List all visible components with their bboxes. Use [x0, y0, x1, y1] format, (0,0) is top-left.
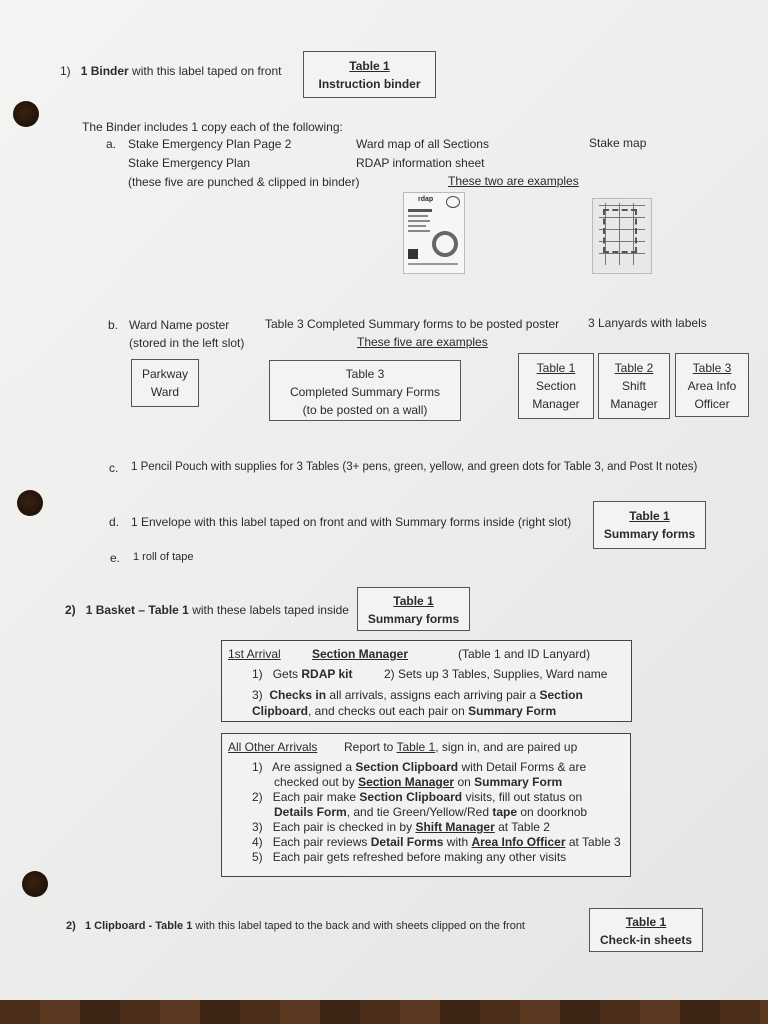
rdap-sheet-thumbnail [403, 192, 465, 274]
first-arrival-heading-row [228, 647, 281, 661]
step-bold: RDAP kit [301, 667, 353, 681]
step-text: checked out by [274, 775, 355, 789]
item-b-col1-line2: (stored in the left slot) [129, 336, 245, 350]
other-step4 [252, 835, 621, 849]
step-text: with Detail Forms & are [461, 760, 587, 774]
lanyard-section-manager [518, 353, 594, 419]
label-basket-summary-forms [357, 587, 470, 631]
first-arrival-role: Section Manager [312, 647, 409, 661]
lanyard-line1: Table 3 [692, 361, 732, 375]
step-number: 3) [252, 820, 263, 834]
item3-desc: with this label taped to the back and with sheets clipped on the front [195, 920, 525, 932]
item-b-col1-line1: Ward Name poster [129, 318, 230, 332]
item-a-letter: a. [106, 137, 117, 151]
label-line2: Instruction binder [318, 77, 421, 91]
item-b-col3: 3 Lanyards with labels [588, 316, 707, 330]
first-arrival-step1 [252, 667, 353, 681]
item-a-col3: Stake map [589, 136, 647, 150]
step-bold: Details Form [274, 805, 347, 819]
item1-number: 1) [60, 64, 71, 78]
item3-title: 1 Clipboard - Table 1 [84, 920, 193, 932]
item2-desc: with these labels taped inside [192, 603, 349, 617]
punch-hole-middle [17, 490, 43, 516]
label-line2: Check-in sheets [599, 933, 693, 947]
step-text: Are assigned a [272, 760, 353, 774]
step-bold: Section Clipboard [359, 790, 463, 804]
item-a-col1-line3: (these five are punched & clipped in binder) [128, 175, 360, 189]
other-arrivals-heading: All Other Arrivals [228, 740, 318, 754]
step-text: on [457, 775, 471, 789]
lanyard-line3: Officer [694, 397, 730, 411]
label-line2: Ward [150, 385, 180, 399]
lanyard-line2: Section [535, 379, 577, 393]
item-e-text: 1 roll of tape [133, 551, 194, 563]
label-ward-name [131, 359, 199, 407]
step-text: Each pair make [272, 790, 357, 804]
item-d-text: 1 Envelope with this label taped on front and with Summary forms inside (right slot) [131, 515, 572, 529]
step-number: 5) [252, 850, 263, 864]
step-number: 1) [252, 667, 263, 681]
step-bold: Section Manager [358, 775, 455, 789]
label-line1: Parkway [141, 367, 188, 381]
first-arrival-step3 [252, 687, 583, 719]
item3-heading [66, 920, 525, 932]
label-completed-summary-forms [269, 360, 461, 421]
step-bold: Checks in [269, 688, 327, 702]
item2-number: 2) [65, 603, 76, 617]
step-text: on doorknob [520, 805, 588, 819]
step-text: at Table 2 [498, 820, 550, 834]
item1-desc: with this label taped on front [132, 64, 282, 78]
step-bold: tape [492, 805, 518, 819]
step-number: 2) [252, 790, 263, 804]
intro-text: Report to [344, 740, 394, 754]
step-bold: Section [539, 688, 583, 702]
item-b-letter: b. [108, 318, 119, 332]
other-arrivals-box [221, 733, 631, 877]
step-number: 1) [252, 760, 263, 774]
map-boundary-icon [603, 209, 637, 253]
lanyard-line3: Manager [610, 397, 658, 411]
item-c-letter: c. [109, 461, 119, 475]
step-bold: Clipboard [252, 704, 308, 718]
other-step1 [252, 760, 586, 790]
lanyard-line2: Shift [621, 379, 646, 393]
other-step3 [252, 820, 550, 834]
step-text: at Table 3 [568, 835, 621, 849]
item2-title: 1 Basket – Table 1 [85, 603, 189, 617]
item-a-examples-note: These two are examples [448, 174, 579, 188]
other-arrivals-intro [344, 740, 577, 754]
first-arrival-box [221, 640, 632, 722]
step-bold: Summary Form [474, 775, 563, 789]
step-bold: Shift Manager [415, 820, 495, 834]
rdap-cycle-icon [432, 231, 458, 257]
step-text: all arrivals, assigns each arriving pair a [329, 688, 537, 702]
item-a-col1-line1: Stake Emergency Plan Page 2 [128, 137, 292, 151]
step-bold: Detail Forms [370, 835, 444, 849]
other-step2 [252, 790, 587, 820]
step-text: with [446, 835, 469, 849]
item-d-letter: d. [109, 515, 120, 529]
step-text: Gets [272, 667, 299, 681]
item1-heading [60, 64, 281, 78]
item-c-text: 1 Pencil Pouch with supplies for 3 Tables (3+ pens, green, yellow, and green dots for Table 3, and Post It notes) [131, 461, 698, 473]
lanyard-line3: Manager [532, 397, 580, 411]
first-arrival-heading: 1st Arrival [228, 647, 281, 661]
step-text: Each pair is checked in by [272, 820, 413, 834]
label-line1: Table 1 [625, 915, 667, 929]
step-text: Each pair reviews [272, 835, 368, 849]
first-arrival-step2: 2) Sets up 3 Tables, Supplies, Ward name [384, 667, 608, 681]
label-line2: Summary forms [603, 527, 696, 541]
step-text: , and checks out each pair on [308, 704, 465, 718]
item-b-examples-note: These five are examples [357, 335, 488, 349]
label-line1: Table 1 [629, 509, 670, 523]
punch-hole-top [13, 101, 39, 127]
intro-text: , sign in, and are paired up [435, 740, 578, 754]
step-text: Each pair gets refreshed before making any other visits [272, 850, 567, 864]
item-e-letter: e. [110, 551, 121, 565]
rdap-logo-text: rdap [418, 196, 434, 203]
step-bold: Summary Form [468, 704, 557, 718]
lanyard-area-info-officer [675, 353, 749, 417]
step-text: visits, fill out status on [465, 790, 583, 804]
stake-map-thumbnail [592, 198, 652, 274]
wood-table-surface [0, 1000, 768, 1024]
label-clipboard-checkin-sheets [589, 908, 703, 952]
item-b-col2: Table 3 Completed Summary forms to be posted poster [265, 317, 560, 331]
step-bold: Section Clipboard [355, 760, 459, 774]
label-instruction-binder [303, 51, 436, 98]
other-step5 [252, 850, 566, 864]
label-line2: Summary forms [367, 612, 460, 626]
item-a-col2-line2: RDAP information sheet [356, 156, 485, 170]
lanyard-line2: Area Info [687, 379, 737, 393]
first-arrival-role-note: (Table 1 and ID Lanyard) [458, 647, 591, 661]
item1-title: 1 Binder [80, 64, 129, 78]
lanyard-line1: Table 2 [614, 361, 654, 375]
binder-intro: The Binder includes 1 copy each of the following: [82, 120, 343, 134]
step-text: , and tie Green/Yellow/Red [346, 805, 489, 819]
item-a-col1-line2: Stake Emergency Plan [128, 156, 251, 170]
label-line1: Table 1 [349, 59, 390, 73]
step-bold: Area Info Officer [471, 835, 566, 849]
label-envelope-summary-forms [593, 501, 706, 549]
rdap-badge-icon [446, 196, 460, 208]
step-number: 3) [252, 688, 263, 702]
item3-number: 2) [66, 920, 76, 932]
label-line1: Table 3 [345, 367, 385, 381]
step-number: 4) [252, 835, 263, 849]
item-a-col2-line1: Ward map of all Sections [356, 137, 489, 151]
item2-heading [65, 603, 349, 617]
intro-table-ref: Table 1 [396, 740, 436, 754]
label-line3: (to be posted on a wall) [302, 403, 428, 417]
label-line2: Completed Summary Forms [289, 385, 441, 399]
lanyard-shift-manager [598, 353, 670, 419]
label-line1: Table 1 [393, 594, 434, 608]
lanyard-line1: Table 1 [536, 361, 576, 375]
punch-hole-bottom [22, 871, 48, 897]
